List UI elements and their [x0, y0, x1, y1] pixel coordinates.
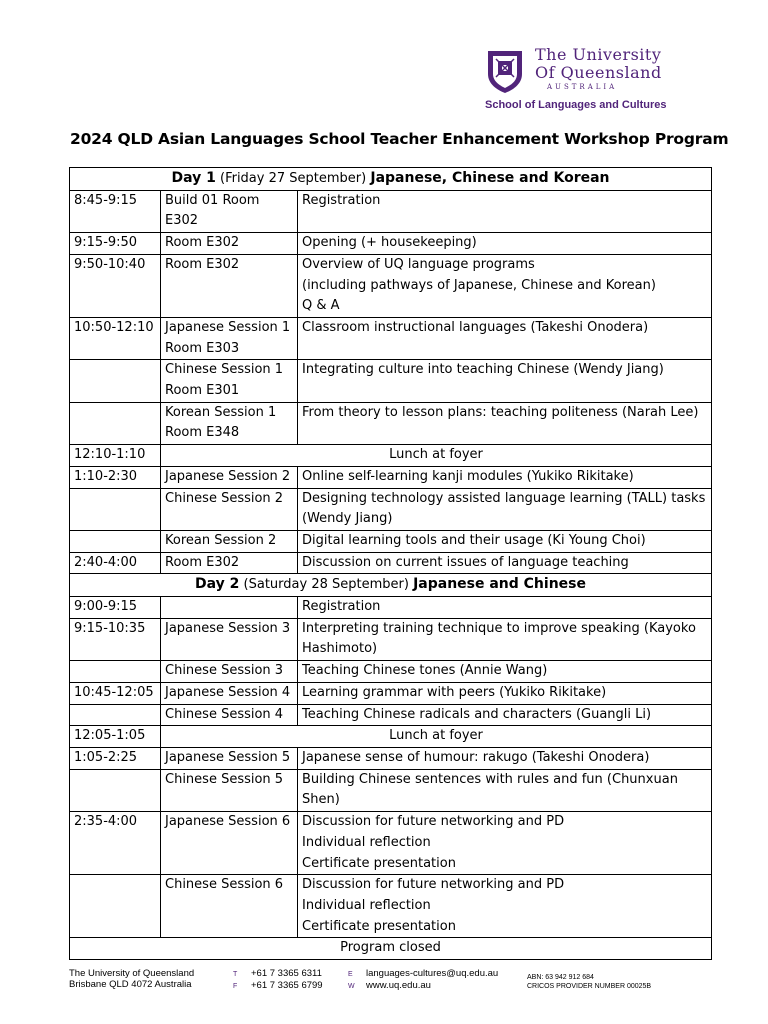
address-line2: Brisbane QLD 4072 Australia — [69, 979, 192, 990]
table-row — [70, 360, 712, 402]
time-cell — [70, 360, 161, 402]
university-country: AUSTRALIA — [547, 83, 618, 91]
time-cell: 2:40-4:00 — [70, 552, 161, 574]
time-cell: 2:35-4:00 — [70, 812, 161, 875]
activity-cell — [298, 254, 712, 317]
activity-line: Q & A — [302, 298, 340, 314]
program-closed-cell: Program closed — [70, 938, 712, 960]
activity-line: Designing technology assisted language learning (TALL) tasks — [302, 490, 706, 506]
table-row — [70, 254, 712, 317]
university-name-line2: Of Queensland — [535, 63, 662, 82]
activity-line: Discussion for future networking and PD — [302, 814, 565, 830]
time-cell — [70, 402, 161, 444]
activity-line: Individual reflection — [302, 897, 431, 913]
activity-cell: Integrating culture into teaching Chinese (Wendy Jiang) — [298, 360, 712, 402]
time-cell: 9:15-9:50 — [70, 233, 161, 255]
footer-phone — [233, 968, 323, 992]
table-row — [70, 938, 712, 960]
session-name: Japanese Session 1 — [165, 319, 291, 335]
school-name: School of Languages and Cultures — [485, 99, 667, 111]
location-cell: Room E302 — [161, 233, 298, 255]
cricos-number: CRICOS PROVIDER NUMBER 00025B — [527, 983, 652, 990]
activity-cell: From theory to lesson plans: teaching politeness (Narah Lee) — [298, 402, 712, 444]
day2-label: Day 2 — [195, 576, 240, 593]
table-row — [70, 530, 712, 552]
table-row — [70, 812, 712, 875]
location-cell — [161, 402, 298, 444]
uq-crest-icon — [485, 48, 525, 94]
location-cell: Build 01 Room E302 — [161, 190, 298, 232]
time-cell: 1:10-2:30 — [70, 466, 161, 488]
activity-cell — [298, 812, 712, 875]
activity-cell: Discussion on current issues of language teaching — [298, 552, 712, 574]
table-row — [70, 704, 712, 726]
time-cell: 12:10-1:10 — [70, 445, 161, 467]
activity-line: (Wendy Jiang) — [302, 511, 393, 527]
day2-date: (Saturday 28 September) — [243, 577, 409, 593]
time-cell: 1:05-2:25 — [70, 747, 161, 769]
location-cell: Room E302 — [161, 254, 298, 317]
activity-cell: Teaching Chinese radicals and characters (Guangli Li) — [298, 704, 712, 726]
table-row — [70, 769, 712, 811]
time-cell: 9:00-9:15 — [70, 597, 161, 619]
time-cell — [70, 875, 161, 938]
page-title: 2024 QLD Asian Languages School Teacher Enhancement Workshop Program — [70, 130, 729, 148]
location-cell: Japanese Session 6 — [161, 812, 298, 875]
time-cell: 9:50-10:40 — [70, 254, 161, 317]
activity-line: Interpreting training technique to improve speaking (Kayoko — [302, 620, 696, 636]
activity-cell: Classroom instructional languages (Takeshi Onodera) — [298, 317, 712, 359]
activity-line: Discussion for future networking and PD — [302, 877, 565, 893]
activity-cell: Registration — [298, 190, 712, 232]
fax-number: +61 7 3365 6799 — [251, 980, 323, 991]
activity-line: (including pathways of Japanese, Chinese and Korean) — [302, 277, 656, 293]
time-cell: 10:50-12:10 — [70, 317, 161, 359]
activity-cell — [298, 488, 712, 530]
time-cell — [70, 769, 161, 811]
day1-header-row — [70, 168, 712, 191]
web-link[interactable]: www.uq.edu.au — [366, 980, 431, 991]
time-cell — [70, 530, 161, 552]
activity-line: Individual reflection — [302, 834, 431, 850]
table-row — [70, 488, 712, 530]
session-name: Chinese Session 1 — [165, 362, 284, 378]
location-cell: Japanese Session 2 — [161, 466, 298, 488]
email-link[interactable]: languages-cultures@uq.edu.au — [366, 968, 499, 979]
abn-number: ABN: 63 942 912 684 — [527, 974, 594, 981]
table-row — [70, 402, 712, 444]
session-name: Korean Session 1 — [165, 404, 277, 420]
activity-cell: Registration — [298, 597, 712, 619]
lunch-cell: Lunch at foyer — [161, 445, 712, 467]
location-cell: Chinese Session 3 — [161, 661, 298, 683]
web-label: W — [348, 983, 355, 990]
table-row — [70, 726, 712, 748]
time-cell — [70, 661, 161, 683]
time-cell — [70, 488, 161, 530]
phone-label: T — [233, 971, 238, 978]
activity-line: Overview of UQ language programs — [302, 256, 535, 272]
table-row — [70, 552, 712, 574]
table-row — [70, 618, 712, 660]
activity-cell: Learning grammar with peers (Yukiko Rikitake) — [298, 682, 712, 704]
activity-cell — [298, 618, 712, 660]
activity-line: Certificate presentation — [302, 918, 456, 934]
table-row — [70, 682, 712, 704]
day1-date: (Friday 27 September) — [220, 171, 367, 186]
day1-label: Day 1 — [171, 170, 216, 186]
table-row — [70, 597, 712, 619]
location-cell: Japanese Session 4 — [161, 682, 298, 704]
time-cell — [70, 704, 161, 726]
activity-cell: Japanese sense of humour: rakugo (Takeshi Onodera) — [298, 747, 712, 769]
footer-contact — [348, 968, 498, 992]
table-row — [70, 875, 712, 938]
activity-cell: Opening (+ housekeeping) — [298, 233, 712, 255]
room-name: Room E303 — [165, 340, 240, 356]
time-cell: 12:05-1:05 — [70, 726, 161, 748]
location-cell: Korean Session 2 — [161, 530, 298, 552]
table-row — [70, 317, 712, 359]
location-cell — [161, 597, 298, 619]
footer-registration — [527, 973, 651, 991]
address-line1: The University of Queensland — [69, 968, 195, 979]
time-cell: 8:45-9:15 — [70, 190, 161, 232]
activity-line: Hashimoto) — [302, 641, 378, 657]
table-row — [70, 466, 712, 488]
lunch-cell: Lunch at foyer — [161, 726, 712, 748]
location-cell: Chinese Session 6 — [161, 875, 298, 938]
day2-languages: Japanese and Chinese — [413, 576, 586, 593]
activity-cell: Online self-learning kanji modules (Yukiko Rikitake) — [298, 466, 712, 488]
email-label: E — [348, 971, 353, 978]
activity-line: Certificate presentation — [302, 855, 456, 871]
day1-languages: Japanese, Chinese and Korean — [370, 170, 610, 186]
location-cell: Japanese Session 3 — [161, 618, 298, 660]
room-name: Room E348 — [165, 425, 240, 441]
location-cell: Chinese Session 5 — [161, 769, 298, 811]
program-table — [69, 167, 712, 960]
time-cell: 10:45-12:05 — [70, 682, 161, 704]
table-row — [70, 190, 712, 232]
activity-cell: Digital learning tools and their usage (Ki Young Choi) — [298, 530, 712, 552]
time-cell: 9:15-10:35 — [70, 618, 161, 660]
day2-header-row — [70, 574, 712, 597]
table-row — [70, 747, 712, 769]
activity-cell: Teaching Chinese tones (Annie Wang) — [298, 661, 712, 683]
location-cell: Chinese Session 4 — [161, 704, 298, 726]
table-row — [70, 445, 712, 467]
table-row — [70, 233, 712, 255]
location-cell: Room E302 — [161, 552, 298, 574]
location-cell: Japanese Session 5 — [161, 747, 298, 769]
phone-number: +61 7 3365 6311 — [251, 968, 322, 979]
location-cell — [161, 317, 298, 359]
location-cell — [161, 360, 298, 402]
location-cell: Chinese Session 2 — [161, 488, 298, 530]
fax-label: F — [233, 983, 238, 990]
activity-cell — [298, 875, 712, 938]
activity-cell: Building Chinese sentences with rules and fun (Chunxuan Shen) — [298, 769, 712, 811]
room-name: Room E301 — [165, 383, 240, 399]
footer-address — [69, 968, 194, 990]
table-row — [70, 661, 712, 683]
university-name-line1: The University — [535, 45, 662, 64]
